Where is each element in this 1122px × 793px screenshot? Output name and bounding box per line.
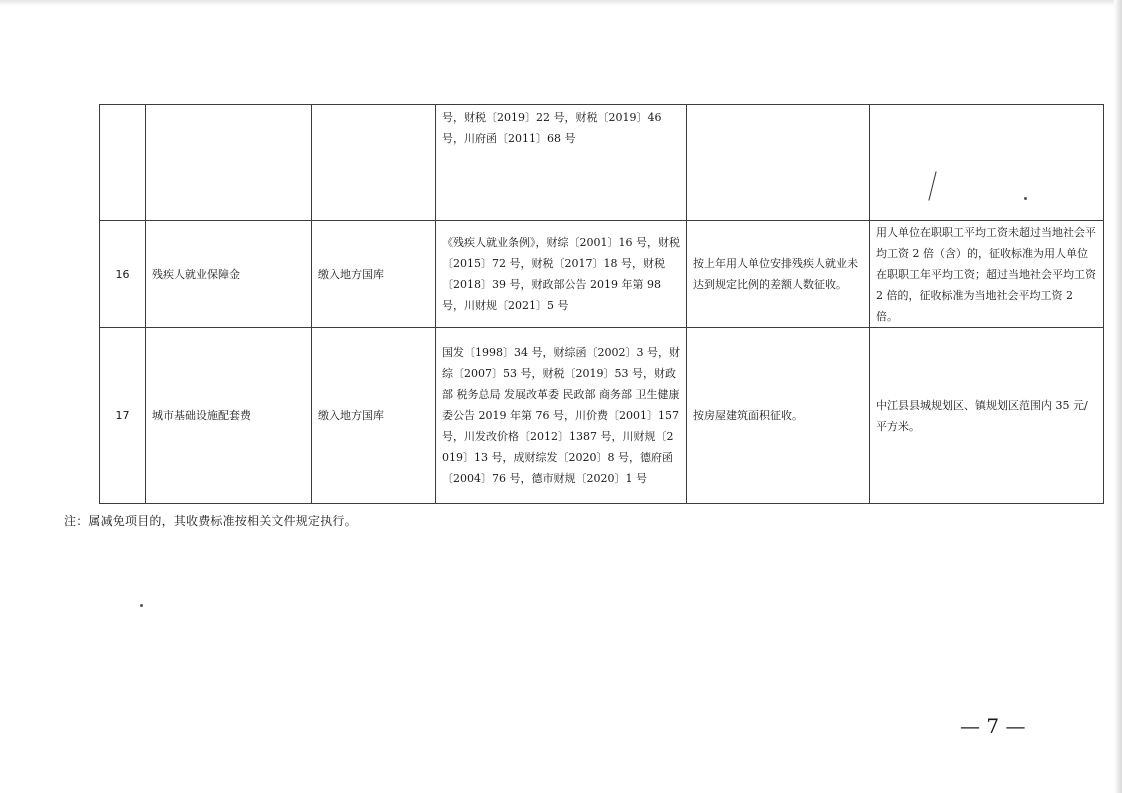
item-name: 城市基础设施配套费 (146, 328, 312, 504)
collection-standard: 用人单位在职职工平均工资未超过当地社会平均工资 2 倍（含）的，征收标准为用人单位在职职工年平均工资；超过当地社会平均工资 2 倍的，征收标准为当地社会平均工资 2 倍。 (870, 221, 1104, 328)
fund-destination: 缴入地方国库 (312, 221, 436, 328)
table-row (100, 221, 1104, 328)
scan-edge-right (1114, 0, 1122, 793)
scan-dot (140, 604, 143, 607)
collection-method: 按上年用人单位安排残疾人就业未达到规定比例的差额人数征收。 (687, 221, 870, 328)
item-number (100, 105, 146, 221)
collection-method: 按房屋建筑面积征收。 (687, 328, 870, 504)
scan-dot (1024, 197, 1027, 200)
item-number: 17 (100, 328, 146, 504)
fee-table (99, 104, 1104, 504)
table-row (100, 105, 1104, 221)
policy-basis: 号，财税〔2019〕22 号，财税〔2019〕46 号，川府函〔2011〕68 号 (436, 105, 687, 221)
fund-destination (312, 105, 436, 221)
footnote: 注：属减免项目的，其收费标准按相关文件规定执行。 (64, 514, 357, 528)
page-number: — 7 — (960, 714, 1026, 738)
item-name: 残疾人就业保障金 (146, 221, 312, 328)
collection-standard (870, 105, 1104, 221)
policy-basis: 国发〔1998〕34 号，财综函〔2002〕3 号，财综〔2007〕53 号，财税〔2019〕53 号，财政部 税务总局 发展改革委 民政部 商务部 卫生健康委公告 2019 年第 76 号，川价费〔2001〕157 号，川发改价格〔2012〕1387 号，川财规〔2019〕13 号，成财综发〔2020〕8 号，德府函〔2004〕76 号，德市财规〔2020〕1 号 (436, 328, 687, 504)
item-name (146, 105, 312, 221)
table-row (100, 328, 1104, 504)
item-number: 16 (100, 221, 146, 328)
collection-standard: 中江县县城规划区、镇规划区范围内 35 元/平方米。 (870, 328, 1104, 504)
scan-edge-top (0, 0, 1122, 6)
collection-method (687, 105, 870, 221)
policy-basis: 《残疾人就业条例》，财综〔2001〕16 号，财税〔2015〕72 号，财税〔2017〕18 号，财税〔2018〕39 号，财政部公告 2019 年第 98 号，川财规〔2021〕5 号 (436, 221, 687, 328)
fund-destination: 缴入地方国库 (312, 328, 436, 504)
